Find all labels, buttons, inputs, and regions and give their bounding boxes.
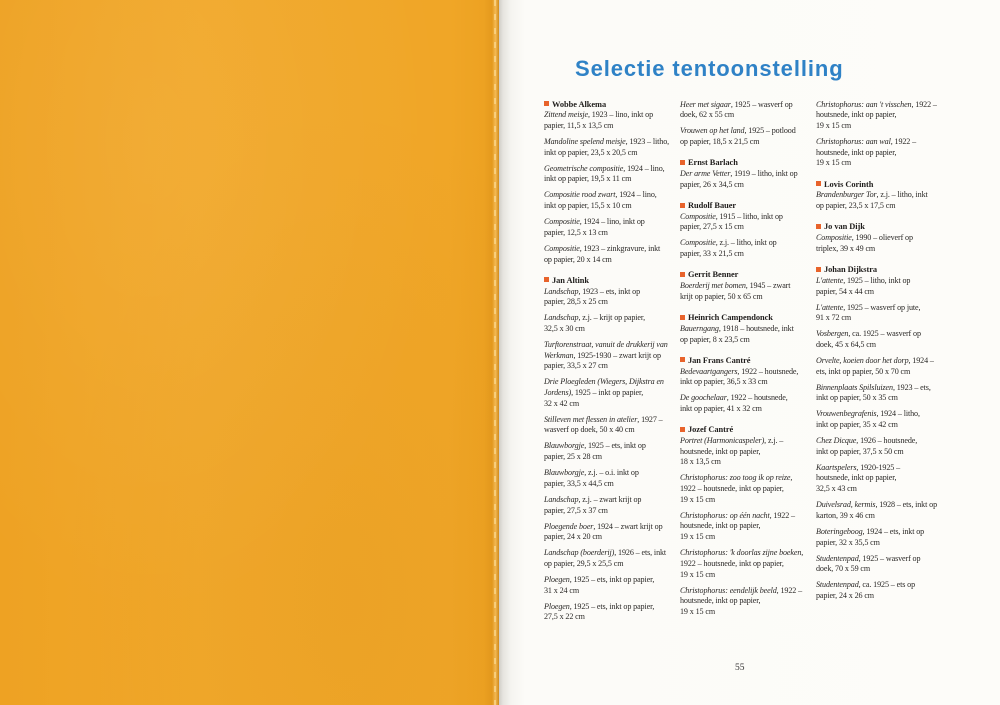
artwork-details: , 1925 – inkt op papier, 32 x 42 cm	[544, 388, 644, 408]
artist-group	[680, 158, 812, 190]
artist-name: Heinrich Campendonck	[688, 313, 773, 323]
bullet-square-icon	[816, 267, 821, 272]
catalog-entry	[680, 473, 812, 505]
artwork-details: , 1925 – ets, inkt op papier, 31 x 24 cm	[544, 574, 655, 595]
catalog-entry	[816, 137, 948, 169]
catalog-entry	[680, 436, 812, 468]
artwork-title: L'attente	[816, 275, 844, 285]
artwork-title: Studentenpad	[816, 580, 859, 590]
artist-name: Wobbe Alkema	[552, 99, 607, 109]
artwork-title: Der arme Vetter	[680, 169, 731, 178]
artwork-title: Chez Dicque	[816, 436, 857, 446]
catalog-entry	[544, 287, 676, 308]
artwork-details: , 1926 – ets, inkt op papier, 29,5 x 25,5 cm	[544, 548, 667, 568]
artist-group	[816, 100, 948, 170]
catalog-entry	[816, 190, 948, 211]
artwork-title: Mandoline spelend meisje	[544, 137, 626, 146]
catalog-entry	[680, 367, 812, 388]
left-page-texture	[0, 0, 499, 705]
catalog-entry	[680, 169, 812, 190]
artwork-title: Kaartspelers	[816, 462, 857, 472]
page-title: Selectie tentoonstelling	[575, 56, 844, 81]
catalog-entry	[816, 527, 948, 548]
artwork-title: Christophorus: aan wal	[816, 137, 891, 146]
artwork-details: , z.j. – o.i. inkt op papier, 33,5 x 44,5 cm	[544, 468, 639, 488]
artwork-details: , 1924 – lino, inkt op papier, 19,5 x 11 cm	[544, 163, 665, 184]
catalog-entry	[680, 238, 812, 259]
artist-name: Rudolf Bauer	[688, 201, 737, 210]
catalog-entry	[544, 244, 676, 265]
artwork-title: Christophorus: aan 't visschen	[816, 99, 912, 109]
artist-heading	[680, 313, 812, 324]
artwork-details: , 1945 – zwart krijt op papier, 50 x 65 cm	[680, 281, 791, 301]
artwork-title: Compositie	[680, 238, 716, 248]
artwork-details: , z.j. – litho, inkt op papier, 33 x 21,5 cm	[680, 238, 777, 259]
artwork-details: , 1919 – litho, inkt op papier, 26 x 34,5 cm	[680, 169, 798, 189]
catalog-entry	[544, 495, 676, 516]
artwork-details: , 1927 – wasverf op doek, 50 x 40 cm	[544, 414, 663, 435]
bullet-square-icon	[680, 357, 685, 362]
catalog-entry	[680, 324, 812, 345]
artwork-title: L'attente	[816, 302, 844, 312]
bullet-square-icon	[680, 272, 685, 277]
catalog-entry	[544, 137, 676, 158]
artist-heading	[544, 276, 676, 287]
artist-group	[544, 100, 676, 266]
artist-name: Lovis Corinth	[824, 179, 874, 189]
catalog-entry	[816, 100, 948, 132]
artwork-title: Vosbergen	[816, 329, 849, 339]
catalog-entry	[544, 377, 676, 409]
artwork-details: , 1925 – wasverf op doek, 70 x 59 cm	[816, 553, 921, 574]
artwork-title: Christophorus: eendelijk beeld	[680, 585, 777, 595]
artwork-details: , 1924 – lino, inkt op papier, 15,5 x 10 cm	[544, 190, 657, 211]
artist-heading	[680, 270, 812, 281]
artwork-title: Studentenpad	[816, 553, 859, 563]
artwork-details: , 1925 – litho, inkt op papier, 54 x 44 cm	[816, 275, 911, 296]
catalog-column-1	[544, 100, 676, 623]
artwork-details: , 1915 – litho, inkt op papier, 27,5 x 15 cm	[680, 211, 783, 232]
artist-group	[680, 100, 812, 148]
artwork-details: , 1924 – ets, inkt op papier, 32 x 35,5 cm	[816, 526, 925, 547]
catalog-entry	[680, 511, 812, 543]
artwork-title: Ploegen	[544, 574, 570, 584]
artwork-details: , 1918 – houtsnede, inkt op papier, 8 x 23,5 cm	[680, 323, 794, 344]
catalog-entry	[544, 313, 676, 334]
artist-name: Jan Altink	[552, 275, 589, 285]
catalog-entry	[544, 110, 676, 131]
artwork-title: Stilleven met flessen in atelier	[544, 414, 638, 424]
artwork-title: Turftorenstraat, vanuit de drukkerij van Werkman	[544, 339, 668, 360]
artwork-title: Vrouwenbegrafenis	[816, 409, 877, 419]
artwork-details: , ca. 1925 – ets op papier, 24 x 26 cm	[816, 580, 916, 600]
artwork-details: , 1924 – zwart krijt op papier, 24 x 20 cm	[544, 521, 663, 542]
catalog-entry	[816, 463, 948, 495]
bullet-square-icon	[544, 277, 549, 282]
catalog-entry	[680, 548, 812, 580]
artist-group	[680, 425, 812, 617]
artwork-details: , 1928 – ets, inkt op karton, 39 x 46 cm	[816, 500, 937, 520]
catalog-entry	[544, 441, 676, 462]
artwork-title: Christophorus: op één nacht	[680, 510, 770, 520]
artwork-details: , z.j. – litho, inkt op papier, 23,5 x 17,5 cm	[816, 190, 928, 211]
artwork-details: , 1925-1930 – zwart krijt op papier, 33,5 x 27 cm	[544, 350, 661, 371]
catalog-entry	[544, 575, 676, 596]
catalog-entry	[544, 217, 676, 238]
artwork-title: Compositie	[544, 243, 580, 253]
artist-group	[680, 201, 812, 260]
artwork-details: , ca. 1925 – wasverf op doek, 45 x 64,5 cm	[816, 329, 921, 349]
artwork-title: Landschap	[544, 286, 579, 296]
artwork-details: , z.j. – houtsnede, inkt op papier, 18 x 13,5 cm	[680, 435, 784, 467]
artist-heading	[680, 201, 812, 212]
bullet-square-icon	[680, 203, 685, 208]
artwork-title: Boteringeboog	[816, 526, 863, 536]
page-number: 55	[735, 663, 745, 673]
artwork-title: Landschap	[544, 494, 579, 504]
catalog-entry	[544, 190, 676, 211]
artwork-details: , 1922 – houtsnede, inkt op papier, 19 x 15 cm	[816, 99, 937, 130]
catalog-entry	[544, 340, 676, 372]
artwork-details: , 1922 – houtsnede, inkt op papier, 19 x 15 cm	[816, 137, 917, 168]
catalog-entry	[544, 548, 676, 569]
artist-heading	[680, 356, 812, 367]
catalog-entry	[680, 212, 812, 233]
catalog-entry	[816, 554, 948, 575]
catalog-entry	[680, 126, 812, 147]
bullet-square-icon	[680, 160, 685, 165]
artist-group	[816, 265, 948, 602]
artwork-details: , 1925 – wasverf op doek, 62 x 55 cm	[680, 99, 793, 120]
artist-group	[816, 222, 948, 254]
artist-name: Gerrit Benner	[688, 270, 739, 280]
artwork-title: Blauwborgje	[544, 441, 585, 451]
bullet-square-icon	[816, 181, 821, 186]
artwork-title: Christophorus: 'k doorlas zijne boeken	[680, 548, 802, 558]
artwork-title: Landschap (boerderij)	[544, 548, 615, 558]
artwork-title: Zittend meisje	[544, 110, 588, 120]
artwork-title: Bedevaartgangers	[680, 366, 738, 376]
artwork-title: Landschap	[544, 313, 579, 323]
catalog-entry	[680, 100, 812, 121]
artist-heading	[680, 158, 812, 169]
artist-group	[680, 313, 812, 345]
catalog-entry	[544, 602, 676, 623]
artwork-details: , 1923 – lino, inkt op papier, 11,5 x 13,5 cm	[544, 110, 654, 130]
artwork-details: , 1922 – houtsnede, inkt op papier, 19 x 15 cm	[680, 548, 804, 579]
catalog-column-3	[816, 100, 948, 602]
artwork-title: Vrouwen op het land	[680, 126, 745, 136]
artwork-title: Compositie rood zwart	[544, 190, 616, 200]
artwork-title: Binnenplaats Spilsluizen	[816, 382, 893, 392]
artwork-details: , 1922 – houtsnede, inkt op papier, 19 x 15 cm	[680, 585, 803, 616]
catalog-column-2	[680, 100, 812, 618]
artwork-title: De goochelaar	[680, 393, 727, 403]
artwork-details: , 1923 – ets, inkt op papier, 50 x 35 cm	[816, 382, 931, 403]
artist-heading	[544, 100, 676, 111]
artwork-title: Blauwborgje	[544, 468, 585, 478]
artwork-details: , 1925 – wasverf op jute, 91 x 72 cm	[816, 302, 921, 323]
bullet-square-icon	[816, 224, 821, 229]
artwork-details: , 1925 – ets, inkt op papier, 25 x 28 cm	[544, 441, 646, 462]
artist-group	[680, 270, 812, 302]
artist-name: Jo van Dijk	[824, 222, 865, 232]
artist-heading	[816, 265, 948, 276]
artist-name: Johan Dijkstra	[824, 265, 878, 275]
bullet-square-icon	[544, 101, 549, 106]
artwork-details: , 1922 – houtsnede, inkt op papier, 19 x 15 cm	[680, 473, 793, 504]
artwork-title: Ploegen	[544, 601, 570, 611]
bullet-square-icon	[680, 315, 685, 320]
artist-heading	[816, 180, 948, 191]
artwork-title: Ploegende boer	[544, 521, 594, 531]
catalog-entry	[816, 233, 948, 254]
artwork-details: , 1923 – ets, inkt op papier, 28,5 x 25 cm	[544, 286, 641, 307]
artwork-details: , z.j. – krijt op papier, 32,5 x 30 cm	[544, 313, 646, 333]
artwork-title: Portret (Harmonicaspeler)	[680, 435, 765, 445]
catalog-entry	[816, 580, 948, 601]
artwork-details: , 1990 – olieverf op triplex, 39 x 49 cm	[816, 233, 913, 253]
artwork-title: Brandenburger Tor	[816, 190, 877, 200]
artist-group	[816, 180, 948, 212]
artwork-title: Compositie	[680, 211, 716, 221]
artwork-details: , 1920-1925 – houtsnede, inkt op papier, 32,5 x 43 cm	[816, 462, 901, 494]
artwork-details: , 1924 – ets, inkt op papier, 50 x 70 cm	[816, 355, 934, 376]
catalog-entry	[816, 356, 948, 377]
artwork-details: , 1923 – zinkgravure, inkt op papier, 20 x 14 cm	[544, 243, 661, 264]
book-spine	[494, 0, 496, 705]
catalog-entry	[544, 468, 676, 489]
catalog-entry	[816, 383, 948, 404]
artist-name: Jozef Cantré	[688, 425, 734, 435]
artwork-details: , 1923 – litho, inkt op papier, 23,5 x 20,5 cm	[544, 137, 670, 157]
artist-name: Ernst Barlach	[688, 158, 738, 168]
artwork-title: Christophorus: zoo toog ik op reize	[680, 473, 791, 483]
artwork-title: Geometrische compositie	[544, 163, 624, 173]
artwork-title: Drie Ploegleden (Wiegers, Dijkstra en Jordens)	[544, 377, 664, 398]
catalog-entry	[544, 522, 676, 543]
artwork-title: Duivelsrad, kermis	[816, 500, 876, 510]
catalog-entry	[680, 281, 812, 302]
artwork-details: , 1926 – houtsnede, inkt op papier, 37,5 x 50 cm	[816, 436, 918, 456]
artwork-details: , 1925 – ets, inkt op papier, 27,5 x 22 cm	[544, 601, 655, 622]
artwork-title: Heer met sigaar	[680, 99, 731, 109]
artwork-details: , 1922 – houtsnede, inkt op papier, 41 x 32 cm	[680, 393, 788, 413]
catalog-entry	[816, 303, 948, 324]
artwork-title: Compositie	[544, 217, 580, 227]
catalog-entry	[544, 164, 676, 185]
catalog-entry	[816, 329, 948, 350]
catalog-entry	[680, 393, 812, 414]
catalog-entry	[544, 415, 676, 436]
artwork-title: Compositie	[816, 233, 852, 243]
artist-heading	[816, 222, 948, 233]
catalog-entry	[816, 436, 948, 457]
catalog-entry	[816, 409, 948, 430]
catalog-entry	[816, 500, 948, 521]
artwork-details: , 1925 – potlood op papier, 18,5 x 21,5 cm	[680, 126, 796, 146]
catalog-entry	[816, 276, 948, 297]
artwork-title: Bauerngang	[680, 323, 719, 333]
artwork-title: Boerderij met bomen	[680, 281, 746, 291]
artwork-title: Orvelte, koeien door het dorp	[816, 355, 909, 365]
artwork-details: , 1922 – houtsnede, inkt op papier, 19 x 15 cm	[680, 510, 795, 542]
artwork-details: , 1922 – houtsnede, inkt op papier, 36,5 x 33 cm	[680, 366, 799, 387]
artwork-details: , 1924 – litho, inkt op papier, 35 x 42 cm	[816, 409, 920, 430]
artwork-details: , 1924 – lino, inkt op papier, 12,5 x 13 cm	[544, 217, 645, 237]
bullet-square-icon	[680, 427, 685, 432]
artist-heading	[680, 425, 812, 436]
catalog-entry	[680, 586, 812, 618]
artist-group	[680, 356, 812, 415]
artist-name: Jan Frans Cantré	[688, 355, 751, 365]
artist-group	[544, 276, 676, 623]
artwork-details: , z.j. – zwart krijt op papier, 27,5 x 37 cm	[544, 494, 642, 515]
